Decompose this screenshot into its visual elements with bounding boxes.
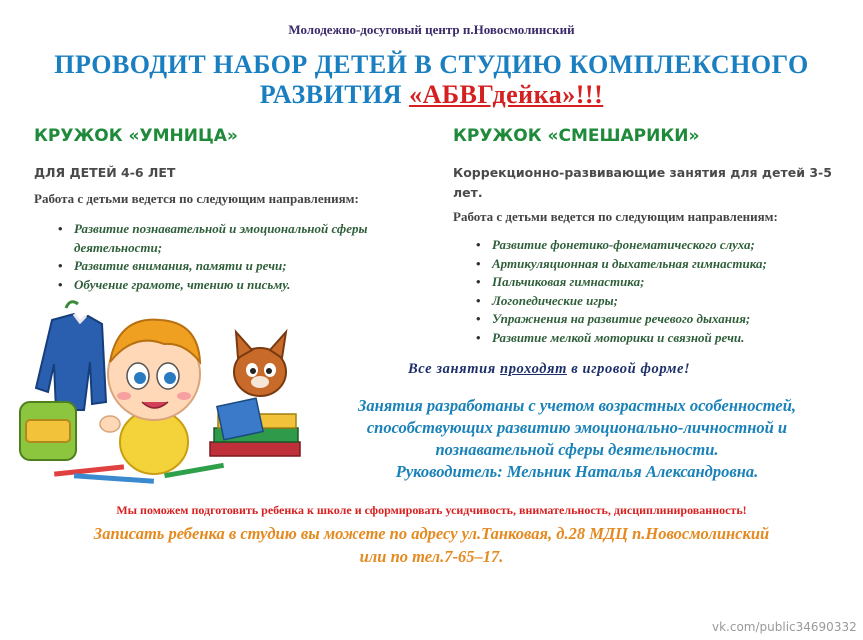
books-stack-icon <box>210 398 300 456</box>
list-item: • Обучение грамоте, чтению и письму. <box>74 276 414 295</box>
development-info-line1: Занятия разработаны с учетом возрастных особенностей, <box>357 396 797 415</box>
child-icon <box>100 320 200 474</box>
enrollment-info <box>0 522 863 568</box>
left-club-intro: Работа с детьми ведется по следующим направлениям: <box>34 191 359 206</box>
enrollment-address: Записать ребенка в студию вы можете по адресу ул.Танковая, д.28 МДЦ п.Новосмолинский <box>93 524 770 543</box>
development-info <box>312 395 842 483</box>
left-club-title: КРУЖОК «УМНИЦА» <box>34 126 238 146</box>
list-item: • Артикуляционная и дыхательная гимнастика; <box>492 255 862 274</box>
game-format-note <box>408 361 690 378</box>
child-books-cat-illustration <box>14 292 314 484</box>
source-watermark: vk.com/public34690332 <box>712 620 857 634</box>
enrollment-phone: или по тел.7-65–17. <box>359 547 504 566</box>
left-club-age: ДЛЯ ДЕТЕЙ 4-6 ЛЕТ <box>34 165 176 180</box>
right-club-intro: Работа с детьми ведется по следующим направлениям: <box>453 209 778 224</box>
jacket-icon <box>36 302 106 410</box>
game-format-underlined: проходят <box>500 361 568 377</box>
development-info-line2: способствующих развитию эмоционально-личностной и <box>366 418 788 437</box>
help-statement: Мы поможем подготовить ребенка к школе и сформировать усидчивость, внимательность, дисциплинированность! <box>116 503 747 517</box>
game-format-suffix: в игровой форме! <box>567 361 691 377</box>
list-item: • Развитие мелкой моторики и связной речи. <box>492 329 862 348</box>
headline-line2 <box>0 80 863 110</box>
right-club-age: Коррекционно-развивающие занятия для детей 3-5 лет. <box>453 165 832 200</box>
list-item: • Логопедические игры; <box>492 292 862 311</box>
list-item: • Пальчиковая гимнастика; <box>492 273 862 292</box>
left-directions-list <box>54 220 414 294</box>
list-item: • Развитие фонетико-фонематического слуха; <box>492 236 862 255</box>
list-item: • Развитие внимания, памяти и речи; <box>74 257 414 276</box>
cat-icon <box>234 332 286 396</box>
headline-prefix: РАЗВИТИЯ <box>259 80 410 109</box>
list-item: • Упражнения на развитие речевого дыхания; <box>492 310 862 329</box>
leader-name: Руководитель: Мельник Наталья Александровна. <box>395 462 759 481</box>
right-club-title: КРУЖОК «СМЕШАРИКИ» <box>453 126 700 146</box>
right-directions-list <box>472 236 862 347</box>
headline-line1: ПРОВОДИТ НАБОР ДЕТЕЙ В СТУДИЮ КОМПЛЕКСНОГО <box>54 50 809 79</box>
development-info-line3: познавательной сферы деятельности. <box>435 440 719 459</box>
studio-brand-name: «АБВГдейка»!!! <box>409 80 604 109</box>
game-format-prefix: Все занятия <box>408 361 501 377</box>
list-item: • Развитие познавательной и эмоциональной сферы деятельности; <box>74 220 414 257</box>
backpack-icon <box>20 402 76 460</box>
organization-name: Молодежно-досуговый центр п.Новосмолинский <box>288 22 575 37</box>
